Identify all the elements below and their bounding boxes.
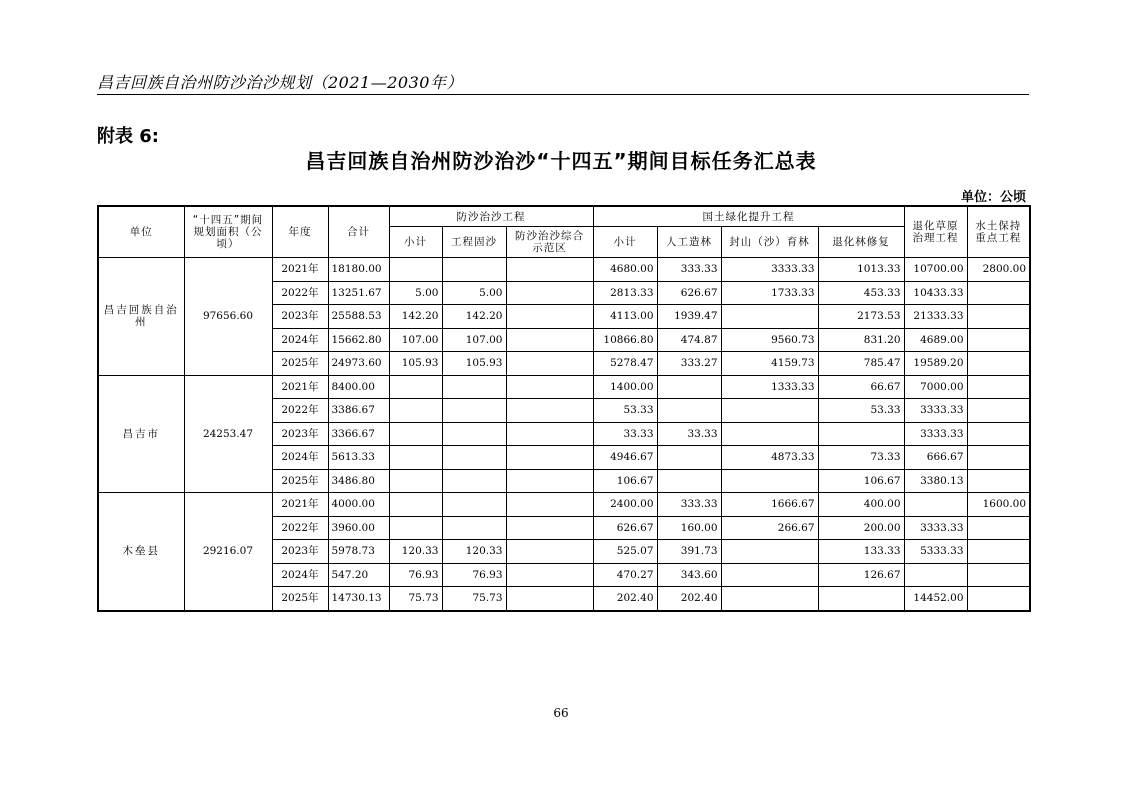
total-cell: 3960.00 [328,516,389,540]
desert-subtotal-cell [389,446,442,470]
green-subtotal-cell: 4946.67 [593,446,657,470]
water-soil-cell: 2800.00 [967,258,1030,282]
sand-fix-cell: 5.00 [442,281,506,305]
total-cell: 8400.00 [328,375,389,399]
demo-zone-cell [506,587,593,611]
year-cell: 2023年 [272,540,328,564]
forest-repair-cell: 53.33 [818,399,904,423]
demo-zone-cell [506,258,593,282]
total-cell: 5978.73 [328,540,389,564]
forest-repair-cell: 831.20 [818,328,904,352]
grassland-cell: 666.67 [904,446,967,470]
total-cell: 24973.60 [328,352,389,376]
water-soil-cell [967,422,1030,446]
sand-fix-cell: 75.73 [442,587,506,611]
enclosure-cell: 3333.33 [721,258,818,282]
year-cell: 2024年 [272,563,328,587]
year-cell: 2023年 [272,305,328,329]
desert-subtotal-cell: 120.33 [389,540,442,564]
header-demo-zone: 防沙治沙综合示范区 [506,227,593,258]
green-subtotal-cell: 33.33 [593,422,657,446]
afforestation-cell: 1939.47 [657,305,721,329]
header-total: 合计 [328,206,389,258]
year-cell: 2025年 [272,352,328,376]
sand-fix-cell: 107.00 [442,328,506,352]
grassland-cell: 4689.00 [904,328,967,352]
water-soil-cell [967,516,1030,540]
afforestation-cell: 474.87 [657,328,721,352]
header-planned-area: “十四五”期间规划面积（公顷） [184,206,272,258]
sand-fix-cell [442,399,506,423]
water-soil-cell [967,281,1030,305]
forest-repair-cell: 785.47 [818,352,904,376]
green-subtotal-cell: 106.67 [593,469,657,493]
grassland-cell: 3333.33 [904,516,967,540]
year-cell: 2024年 [272,328,328,352]
year-cell: 2022年 [272,399,328,423]
sand-fix-cell: 76.93 [442,563,506,587]
desert-subtotal-cell: 76.93 [389,563,442,587]
grassland-cell [904,493,967,517]
region-area-cell: 97656.60 [184,258,272,376]
total-cell: 3386.67 [328,399,389,423]
year-cell: 2025年 [272,469,328,493]
sand-fix-cell [442,469,506,493]
demo-zone-cell [506,540,593,564]
unit-label: 单位：公顷 [960,190,1026,205]
header-enclosure: 封山（沙）育林 [721,227,818,258]
enclosure-cell: 4873.33 [721,446,818,470]
year-cell: 2021年 [272,375,328,399]
afforestation-cell [657,399,721,423]
water-soil-cell [967,469,1030,493]
demo-zone-cell [506,281,593,305]
desert-subtotal-cell [389,399,442,423]
forest-repair-cell: 200.00 [818,516,904,540]
forest-repair-cell: 126.67 [818,563,904,587]
desert-subtotal-cell: 105.93 [389,352,442,376]
sand-fix-cell: 120.33 [442,540,506,564]
demo-zone-cell [506,422,593,446]
green-subtotal-cell: 2400.00 [593,493,657,517]
enclosure-cell [721,587,818,611]
demo-zone-cell [506,563,593,587]
sand-fix-cell [442,493,506,517]
green-subtotal-cell: 525.07 [593,540,657,564]
water-soil-cell: 1600.00 [967,493,1030,517]
demo-zone-cell [506,305,593,329]
afforestation-cell: 626.67 [657,281,721,305]
grassland-cell: 5333.33 [904,540,967,564]
green-subtotal-cell: 1400.00 [593,375,657,399]
forest-repair-cell: 66.67 [818,375,904,399]
year-cell: 2021年 [272,493,328,517]
desert-subtotal-cell: 107.00 [389,328,442,352]
enclosure-cell: 4159.73 [721,352,818,376]
table-title: 昌吉回族自治州防沙治沙“十四五”期间目标任务汇总表 [305,149,817,173]
forest-repair-cell: 400.00 [818,493,904,517]
green-subtotal-cell: 2813.33 [593,281,657,305]
water-soil-cell [967,446,1030,470]
table-body [98,258,1030,611]
grassland-cell: 19589.20 [904,352,967,376]
desert-subtotal-cell: 142.20 [389,305,442,329]
total-cell: 4000.00 [328,493,389,517]
header-grassland: 退化草原治理工程 [904,206,967,258]
year-cell: 2023年 [272,422,328,446]
water-soil-cell [967,399,1030,423]
enclosure-cell: 266.67 [721,516,818,540]
enclosure-cell: 1666.67 [721,493,818,517]
afforestation-cell [657,446,721,470]
enclosure-cell [721,563,818,587]
grassland-cell: 10433.33 [904,281,967,305]
afforestation-cell: 391.73 [657,540,721,564]
demo-zone-cell [506,516,593,540]
forest-repair-cell: 73.33 [818,446,904,470]
forest-repair-cell [818,587,904,611]
enclosure-cell [721,422,818,446]
desert-subtotal-cell: 5.00 [389,281,442,305]
water-soil-cell [967,305,1030,329]
afforestation-cell: 33.33 [657,422,721,446]
grassland-cell: 3333.33 [904,399,967,423]
enclosure-cell [721,540,818,564]
total-cell: 547.20 [328,563,389,587]
demo-zone-cell [506,328,593,352]
enclosure-cell: 1333.33 [721,375,818,399]
demo-zone-cell [506,375,593,399]
demo-zone-cell [506,493,593,517]
green-subtotal-cell: 53.33 [593,399,657,423]
grassland-cell: 7000.00 [904,375,967,399]
total-cell: 3486.80 [328,469,389,493]
header-desert-subtotal: 小计 [389,227,442,258]
page-number: 66 [553,706,569,720]
year-cell: 2022年 [272,516,328,540]
total-cell: 13251.67 [328,281,389,305]
header-year: 年度 [272,206,328,258]
desert-subtotal-cell [389,422,442,446]
grassland-cell [904,563,967,587]
total-cell: 14730.13 [328,587,389,611]
grassland-cell: 10700.00 [904,258,967,282]
water-soil-cell [967,587,1030,611]
header-sand-fix: 工程固沙 [442,227,506,258]
sand-fix-cell [442,516,506,540]
header-afforestation: 人工造林 [657,227,721,258]
water-soil-cell [967,328,1030,352]
sand-fix-cell: 105.93 [442,352,506,376]
green-subtotal-cell: 202.40 [593,587,657,611]
afforestation-cell: 160.00 [657,516,721,540]
afforestation-cell: 343.60 [657,563,721,587]
green-subtotal-cell: 626.67 [593,516,657,540]
forest-repair-cell: 453.33 [818,281,904,305]
header-forest-repair: 退化林修复 [818,227,904,258]
forest-repair-cell: 1013.33 [818,258,904,282]
year-cell: 2022年 [272,281,328,305]
enclosure-cell [721,399,818,423]
green-subtotal-cell: 4113.00 [593,305,657,329]
forest-repair-cell: 106.67 [818,469,904,493]
header-unit: 单位 [98,206,184,258]
water-soil-cell [967,375,1030,399]
afforestation-cell: 333.33 [657,493,721,517]
header-group-desert: 防沙治沙工程 [389,206,593,227]
afforestation-cell: 333.33 [657,258,721,282]
water-soil-cell [967,540,1030,564]
desert-subtotal-cell [389,493,442,517]
afforestation-cell [657,469,721,493]
grassland-cell: 21333.33 [904,305,967,329]
desert-subtotal-cell [389,516,442,540]
green-subtotal-cell: 10866.80 [593,328,657,352]
desert-subtotal-cell: 75.73 [389,587,442,611]
afforestation-cell: 202.40 [657,587,721,611]
page-header-title: 昌吉回族自治州防沙治沙规划（2021—2030年） [97,73,463,92]
table-row [98,258,1030,282]
desert-subtotal-cell [389,375,442,399]
region-area-cell: 24253.47 [184,375,272,493]
region-area-cell: 29216.07 [184,493,272,611]
desert-subtotal-cell [389,258,442,282]
afforestation-cell: 333.27 [657,352,721,376]
year-cell: 2021年 [272,258,328,282]
header-water-soil: 水土保持重点工程 [967,206,1030,258]
appendix-label: 附表 6: [97,126,159,147]
demo-zone-cell [506,469,593,493]
header-group-green: 国土绿化提升工程 [593,206,904,227]
enclosure-cell: 1733.33 [721,281,818,305]
year-cell: 2024年 [272,446,328,470]
forest-repair-cell: 2173.53 [818,305,904,329]
green-subtotal-cell: 5278.47 [593,352,657,376]
total-cell: 18180.00 [328,258,389,282]
region-name-cell: 昌吉市 [98,375,184,493]
region-name-cell: 昌吉回族自治州 [98,258,184,376]
water-soil-cell [967,352,1030,376]
sand-fix-cell [442,422,506,446]
table-row [98,375,1030,399]
enclosure-cell [721,469,818,493]
table-row [98,493,1030,517]
green-subtotal-cell: 4680.00 [593,258,657,282]
enclosure-cell: 9560.73 [721,328,818,352]
forest-repair-cell [818,422,904,446]
total-cell: 3366.67 [328,422,389,446]
afforestation-cell [657,375,721,399]
forest-repair-cell: 133.33 [818,540,904,564]
demo-zone-cell [506,399,593,423]
total-cell: 5613.33 [328,446,389,470]
region-name-cell: 木垒县 [98,493,184,611]
sand-fix-cell [442,258,506,282]
demo-zone-cell [506,352,593,376]
sand-fix-cell: 142.20 [442,305,506,329]
task-summary-table [97,205,1031,612]
header-rule [97,94,1029,95]
year-cell: 2025年 [272,587,328,611]
sand-fix-cell [442,446,506,470]
total-cell: 15662.80 [328,328,389,352]
grassland-cell: 3380.13 [904,469,967,493]
enclosure-cell [721,305,818,329]
green-subtotal-cell: 470.27 [593,563,657,587]
water-soil-cell [967,563,1030,587]
total-cell: 25588.53 [328,305,389,329]
grassland-cell: 14452.00 [904,587,967,611]
header-green-subtotal: 小计 [593,227,657,258]
desert-subtotal-cell [389,469,442,493]
sand-fix-cell [442,375,506,399]
grassland-cell: 3333.33 [904,422,967,446]
demo-zone-cell [506,446,593,470]
